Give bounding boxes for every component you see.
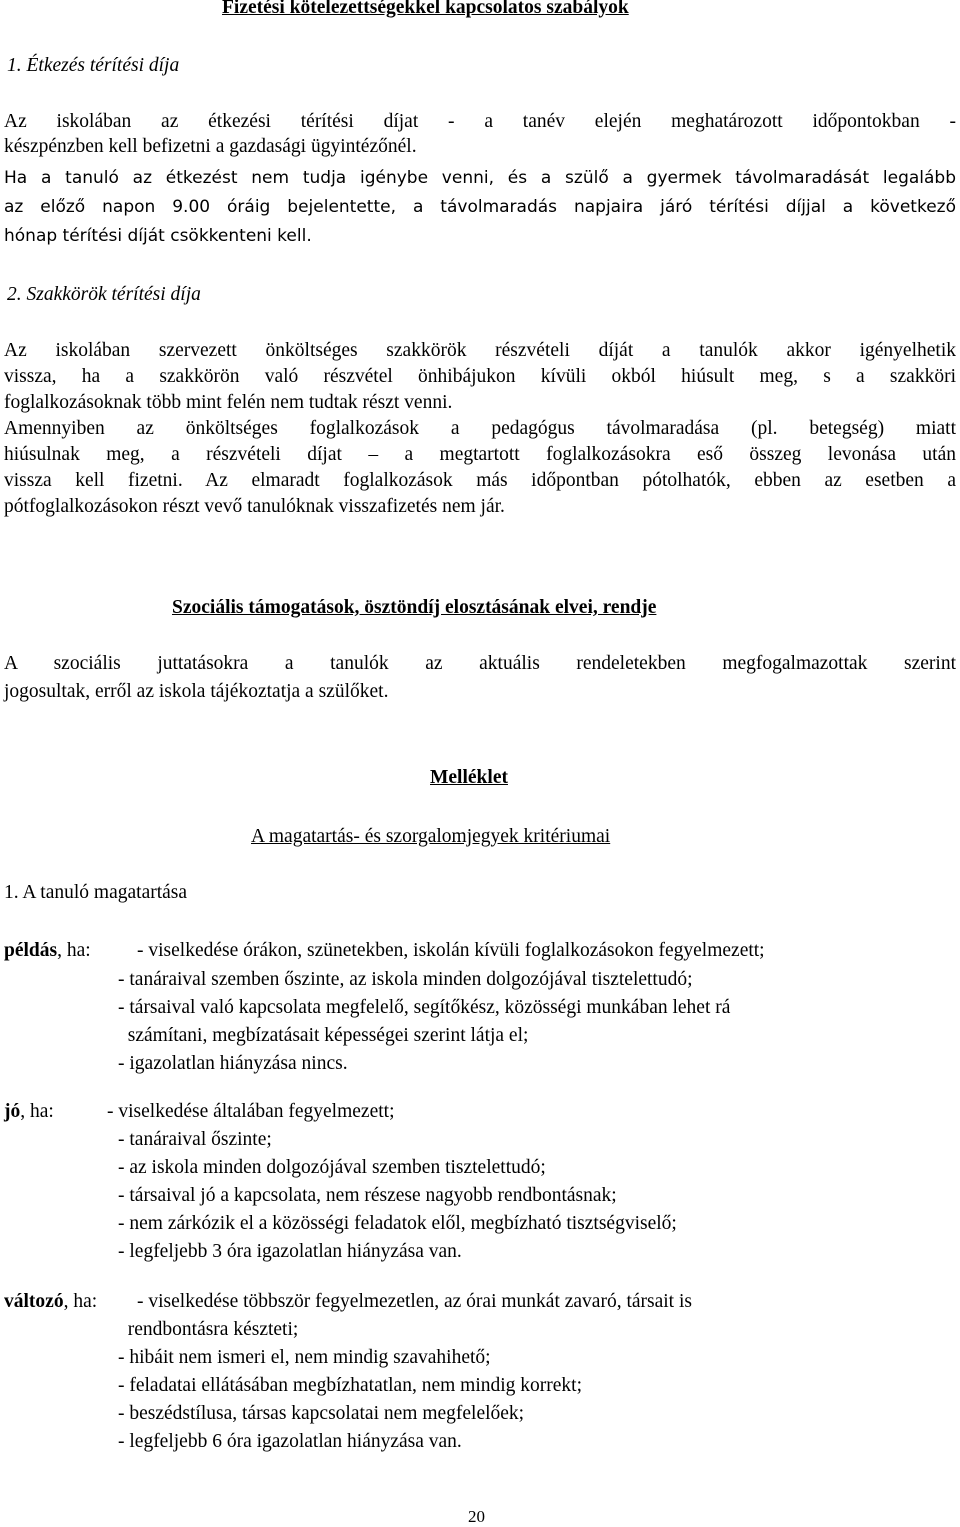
paragraph-club-refund	[4, 338, 956, 520]
list-item: - hibáit nem ismeri el, nem mindig szavahihető;	[118, 1347, 491, 1368]
list-item: - viselkedése órákon, szünetekben, iskolán kívüli foglalkozásokon fegyelmezett;	[137, 940, 765, 961]
paragraph-meal-fee	[4, 108, 956, 161]
paragraph-social-support	[4, 650, 956, 706]
text-line: vissza kell fizetni. Az elmaradt foglalkozások más időpontban pótolhatók, ebben az esetben a	[4, 470, 956, 491]
text-line: pótfoglalkozásokon részt vevő tanulóknak visszafizetés nem jár.	[4, 496, 505, 517]
list-item: számítani, megbízatásait képességei szerint látja el;	[118, 1025, 529, 1046]
text-line: jogosultak, erről az iskola tájékoztatja a szülőket.	[4, 681, 389, 702]
list-item: - az iskola minden dolgozójával szemben tisztelettudó;	[118, 1157, 546, 1178]
text-line: készpénzben kell befizetni a gazdasági ügyintézőnél.	[4, 135, 417, 157]
paragraph-meal-absence	[4, 164, 956, 251]
list-item: - feladatai ellátásában megbízhatatlan, nem mindig korrekt;	[118, 1375, 583, 1396]
grade-label-variable: változó, ha:	[4, 1291, 98, 1312]
list-item: - viselkedése többször fegyelmezetlen, az órai munkát zavaró, társait is	[137, 1291, 692, 1312]
text-line: hónap térítési díját csökkenteni kell.	[4, 226, 312, 246]
list-item: - igazolatlan hiányzása nincs.	[118, 1053, 348, 1074]
text-line: hiúsulnak meg, a részvételi díjat – a megtartott foglalkozásokra eső összeg levonása után	[4, 444, 956, 465]
text-line: foglalkozásoknak több mint felén nem tudtak részt venni.	[4, 392, 453, 413]
list-item: - beszédstílusa, társas kapcsolatai nem megfelelőek;	[118, 1403, 525, 1424]
list-item: - legfeljebb 3 óra igazolatlan hiányzása van.	[118, 1241, 462, 1262]
appendix-title: Melléklet	[430, 767, 508, 788]
grade-label-exemplary: példás, ha:	[4, 940, 91, 961]
text-line: az előző napon 9.00 óráig bejelentette, a távolmaradás napjaira járó térítési díjjal a következő	[4, 197, 956, 217]
page-title: Fizetési kötelezettségekkel kapcsolatos szabályok	[222, 0, 629, 18]
text-line: Ha a tanuló az étkezést nem tudja igénybe venni, és a szülő a gyermek távolmaradását legalább	[4, 168, 956, 188]
list-item: rendbontásra készteti;	[118, 1319, 299, 1340]
appendix-subtitle: A magatartás- és szorgalomjegyek kritériumai	[251, 826, 611, 847]
text-line: Az iskolában az étkezési térítési díjat - a tanév elején meghatározott időpontokban -	[4, 111, 956, 132]
list-item: - tanáraival szemben őszinte, az iskola minden dolgozójával tisztelettudó;	[118, 969, 693, 990]
text-line: vissza, ha a szakkörön való részvétel önhibájukon kívüli okból hiúsult meg, s a szakköri	[4, 366, 956, 387]
section-heading-meal-fee: 1. Étkezés térítési díja	[7, 55, 180, 76]
text-line: A szociális juttatásokra a tanulók az aktuális rendeletekben megfogalmazottak szerint	[4, 653, 956, 674]
page-number: 20	[468, 1507, 485, 1526]
list-item: - viselkedése általában fegyelmezett;	[107, 1101, 395, 1122]
list-item: - társaival jó a kapcsolata, nem részese nagyobb rendbontásnak;	[118, 1185, 617, 1206]
text-line: Az iskolában szervezett önköltséges szakkörök részvételi díját a tanulók akkor igényelhetik	[4, 340, 956, 361]
section-heading-club-fee: 2. Szakkörök térítési díja	[7, 284, 201, 305]
behavior-heading: 1. A tanuló magatartása	[4, 882, 188, 903]
list-item: - tanáraival őszinte;	[118, 1129, 272, 1150]
list-item: - nem zárkózik el a közösségi feladatok elől, megbízható tisztségviselő;	[118, 1213, 677, 1234]
list-item: - legfeljebb 6 óra igazolatlan hiányzása van.	[118, 1431, 462, 1452]
text-line: Amennyiben az önköltséges foglalkozások a pedagógus távolmaradása (pl. betegség) miatt	[4, 418, 956, 439]
social-support-title: Szociális támogatások, ösztöndíj elosztásának elvei, rendje	[172, 597, 657, 618]
list-item: - társaival való kapcsolata megfelelő, segítőkész, közösségi munkában lehet rá	[118, 997, 731, 1018]
grade-label-good: jó, ha:	[4, 1101, 54, 1122]
